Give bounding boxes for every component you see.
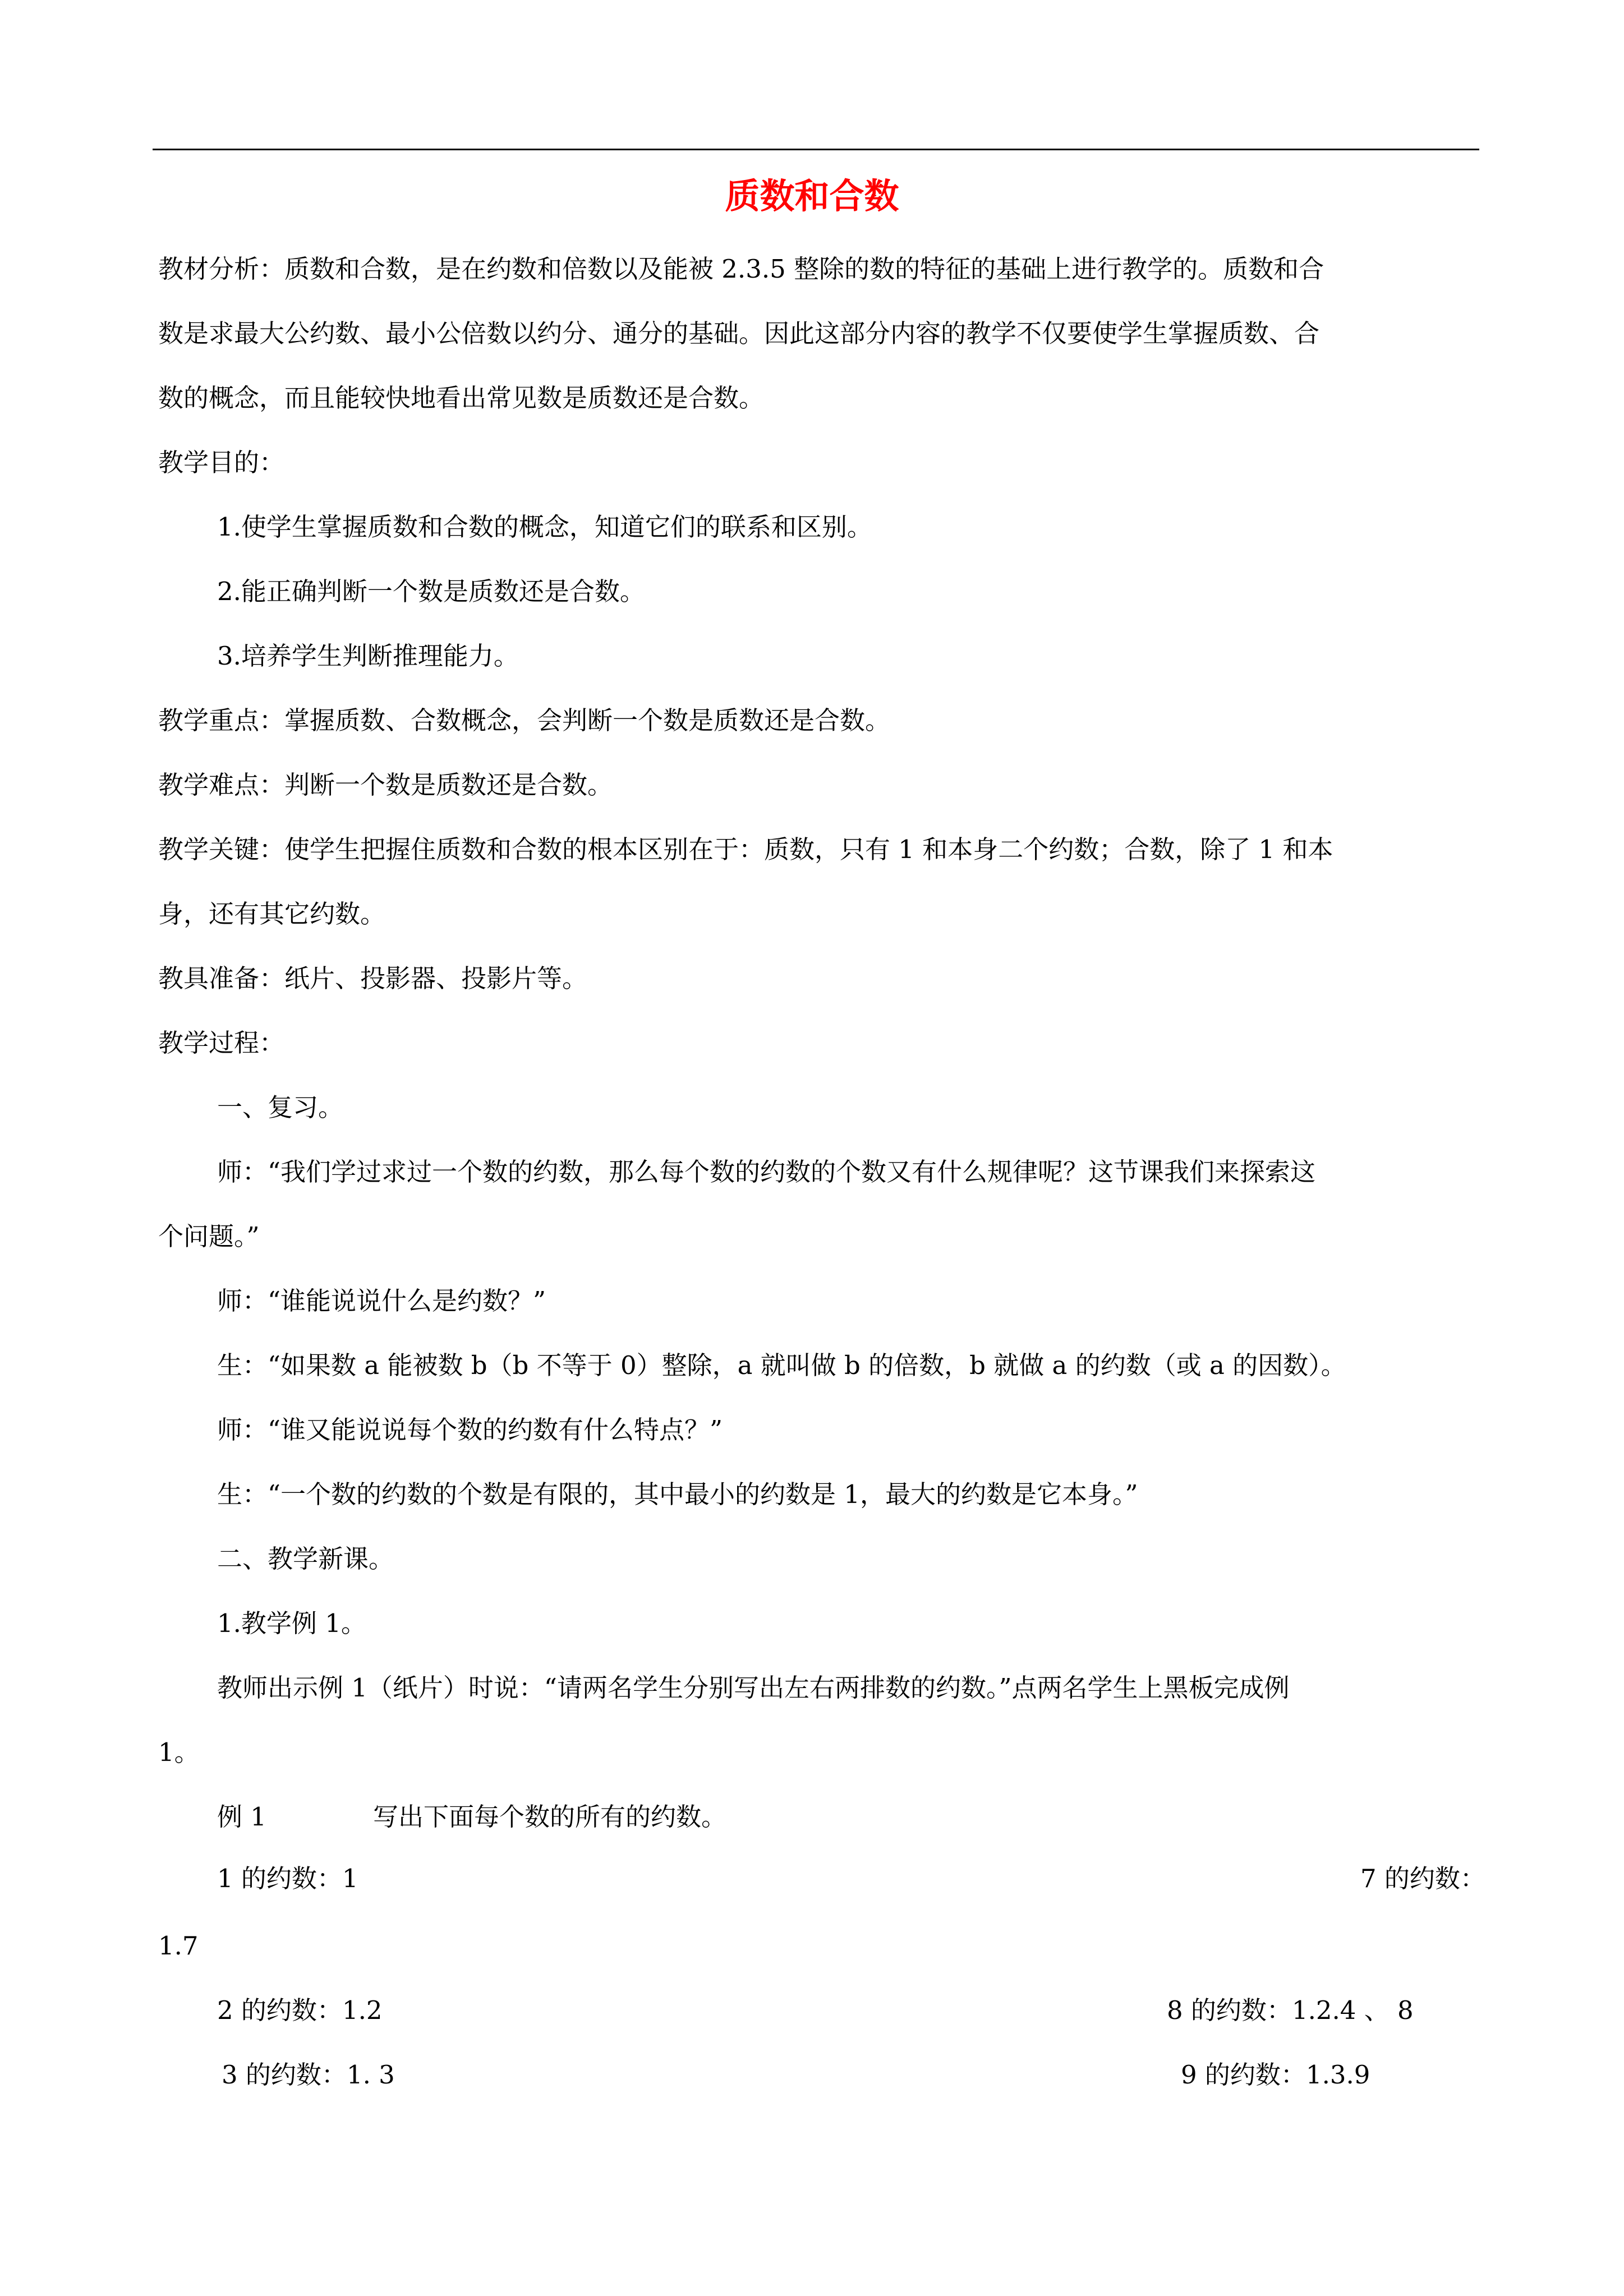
example-text: 写出下面每个数的所有的约数。 xyxy=(372,1802,726,1832)
divisors-of-2: 2 的约数：1.2 xyxy=(217,1995,383,2025)
example-label: 例 1 xyxy=(217,1802,266,1832)
dialog-3: 生：“如果数 a 能被数 b（b 不等于 0）整除，a 就叫做 b 的倍数，b 就做 a 的约数（或 a 的因数）。 xyxy=(217,1350,1346,1380)
key-point: 教学重点：掌握质数、合数概念，会判断一个数是质数还是合数。 xyxy=(158,706,891,735)
dialog-4: 师：“谁又能说说每个数的约数有什么特点？” xyxy=(217,1415,723,1445)
review-heading: 一、复习。 xyxy=(217,1092,344,1122)
divisors-of-7-label: 7 的约数： xyxy=(1360,1864,1485,1893)
divisors-of-7-value: 1.7 xyxy=(158,1931,199,1961)
difficulty: 教学难点：判断一个数是质数还是合数。 xyxy=(158,770,613,800)
page-title: 质数和合数 xyxy=(725,176,899,216)
process-heading: 教学过程： xyxy=(158,1028,285,1058)
goal-item-1: 1.使学生掌握质数和合数的概念，知道它们的联系和区别。 xyxy=(217,512,872,542)
dialog-1-line-2: 个问题。” xyxy=(158,1221,260,1251)
example-1-heading: 1.教学例 1。 xyxy=(217,1608,366,1638)
teacher-line-2: 1。 xyxy=(158,1737,200,1767)
key-line-2: 身，还有其它约数。 xyxy=(158,899,386,929)
header-rule xyxy=(153,149,1479,150)
dialog-1-line-1: 师：“我们学过求过一个数的约数，那么每个数的约数的个数又有什么规律呢？这节课我们来探索这 xyxy=(217,1157,1316,1187)
analysis-line-2: 数是求最大公约数、最小公倍数以约分、通分的基础。因此这部分内容的教学不仅要使学生掌握质数、合 xyxy=(158,319,1320,348)
divisors-of-8: 8 的约数：1.2.4 、 8 xyxy=(1167,1995,1414,2025)
tools: 教具准备：纸片、投影器、投影片等。 xyxy=(158,963,588,993)
dialog-5: 生：“一个数的约数的个数是有限的，其中最小的约数是 1，最大的约数是它本身。” xyxy=(217,1479,1138,1509)
goal-item-2: 2.能正确判断一个数是质数还是合数。 xyxy=(217,577,645,606)
teacher-line-1: 教师出示例 1（纸片）时说：“请两名学生分别写出左右两排数的约数。”点两名学生上黑板完成例 xyxy=(217,1673,1290,1703)
goals-heading: 教学目的： xyxy=(158,448,285,477)
divisors-of-9: 9 的约数：1.3.9 xyxy=(1181,2060,1370,2090)
key-line-1: 教学关键：使学生把握住质数和合数的根本区别在于：质数，只有 1 和本身二个约数；合数，除了 1 和本 xyxy=(158,835,1333,864)
analysis-line-1: 教材分析：质数和合数，是在约数和倍数以及能被 2.3.5 整除的数的特征的基础上进行教学的。质数和合 xyxy=(158,254,1324,284)
divisors-of-3: 3 的约数：1. 3 xyxy=(222,2060,395,2090)
dialog-2: 师：“谁能说说什么是约数？” xyxy=(217,1286,546,1316)
divisors-of-1: 1 的约数：1 xyxy=(217,1864,358,1893)
goal-item-3: 3.培养学生判断推理能力。 xyxy=(217,641,519,671)
analysis-line-3: 数的概念，而且能较快地看出常见数是质数还是合数。 xyxy=(158,383,765,413)
example-row xyxy=(217,1800,1479,1834)
new-lesson-heading: 二、教学新课。 xyxy=(217,1544,394,1574)
